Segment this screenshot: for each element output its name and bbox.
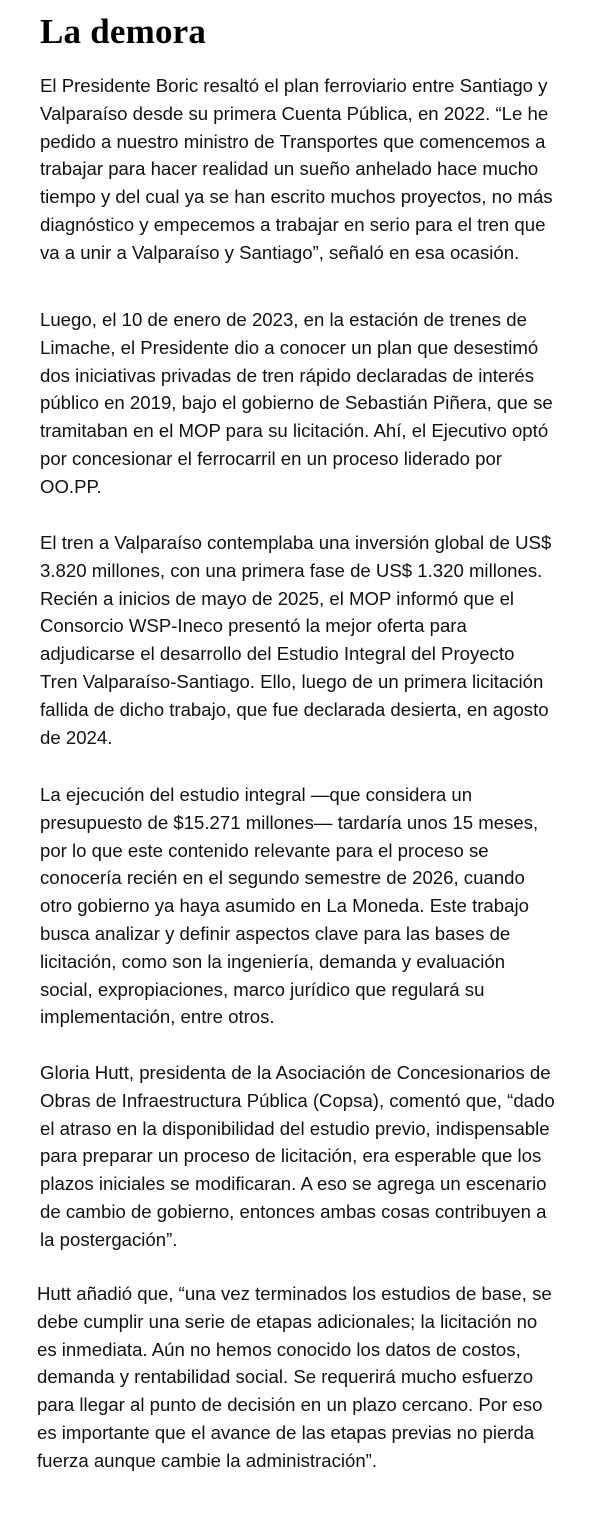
paragraph-line: dos iniciativas privadas de tren rápido declaradas de interés bbox=[40, 364, 535, 386]
paragraph-line: Hutt añadió que, “una vez terminados los estudios de base, se bbox=[37, 1283, 552, 1304]
paragraph-line: tiempo y del cual ya se han escrito muchos proyectos, no más bbox=[40, 186, 553, 208]
paragraph-line: implementación, entre otros. bbox=[40, 1006, 275, 1028]
paragraph-line: fuerza aunque cambie la administración”. bbox=[37, 1449, 378, 1471]
paragraph-line: para preparar un proceso de licitación, era esperable que los bbox=[40, 1145, 542, 1167]
paragraph-line: la postergación”. bbox=[40, 1228, 178, 1250]
paragraph-line: busca analizar y definir aspectos clave para las bases de bbox=[40, 922, 511, 944]
paragraph-line: el atraso en la disponibilidad del estudio previo, indispensable bbox=[40, 1117, 550, 1139]
paragraph-line: de 2024. bbox=[40, 726, 113, 748]
paragraph-line: Valparaíso desde su primera Cuenta Pública, en 2022. “Le he bbox=[40, 102, 549, 124]
paragraph-line: Obras de Infraestructura Pública (Copsa), comentó que, “dado bbox=[40, 1089, 555, 1111]
paragraph-line: Luego, el 10 de enero de 2023, en la estación de trenes de bbox=[40, 309, 527, 330]
paragraph-boric-first-account bbox=[40, 72, 553, 267]
paragraph-line: por concesionar el ferrocarril en un proceso liderado por bbox=[40, 447, 502, 469]
paragraph-line: Gloria Hutt, presidenta de la Asociación de Concesionarios de bbox=[40, 1062, 551, 1083]
paragraph-line: Limache, el Presidente dio a conocer un plan que desestimó bbox=[40, 336, 539, 358]
paragraph-investment-study bbox=[40, 529, 551, 751]
paragraph-line: El tren a Valparaíso contemplaba una inversión global de US$ bbox=[40, 532, 552, 553]
paragraph-line: El Presidente Boric resaltó el plan ferroviario entre Santiago y bbox=[40, 75, 548, 96]
paragraph-line: Consorcio WSP-Ineco presentó la mejor oferta para bbox=[40, 615, 467, 637]
paragraph-line: debe cumplir una serie de etapas adicionales; la licitación no bbox=[37, 1310, 538, 1332]
paragraph-line: presupuesto de $15.271 millones— tardaría unos 15 meses, bbox=[40, 811, 539, 833]
paragraph-line: va a unir a Valparaíso y Santiago”, señaló en esa ocasión. bbox=[40, 241, 520, 263]
paragraph-line: La ejecución del estudio integral —que considera un bbox=[40, 784, 473, 805]
paragraph-line: de cambio de gobierno, entonces ambas cosas contribuyen a bbox=[40, 1200, 547, 1222]
paragraph-line: 3.820 millones, con una primera fase de US$ 1.320 millones. bbox=[40, 559, 543, 581]
paragraph-line: plazos iniciales se modificaran. A eso se agrega un escenario bbox=[40, 1173, 547, 1195]
paragraph-line: pedido a nuestro ministro de Transportes que comencemos a bbox=[40, 130, 546, 152]
paragraph-line: social, expropiaciones, marco jurídico que regulará su bbox=[40, 978, 485, 1000]
paragraph-line: trabajar para hacer realidad un sueño anhelado hace mucho bbox=[40, 158, 539, 180]
paragraph-line: OO.PP. bbox=[40, 475, 102, 497]
paragraph-line: adjudicarse el desarrollo del Estudio Integral del Proyecto bbox=[40, 643, 515, 665]
paragraph-line: diagnóstico y empecemos a trabajar en serio para el tren que bbox=[40, 213, 546, 235]
paragraph-line: fallida de dicho trabajo, que fue declarada desierta, en agosto bbox=[40, 698, 549, 720]
paragraph-line: por lo que este contenido relevante para el proceso se bbox=[40, 839, 489, 861]
paragraph-line: tramitaban en el MOP para su licitación. Ahí, el Ejecutivo optó bbox=[40, 420, 549, 442]
paragraph-limache-announcement bbox=[40, 306, 553, 501]
article-title: La demora bbox=[40, 12, 207, 51]
paragraph-line: otro gobierno ya haya asumido en La Moneda. Este trabajo bbox=[40, 895, 529, 917]
paragraph-line: Tren Valparaíso-Santiago. Ello, luego de un primera licitación bbox=[40, 670, 544, 692]
paragraph-line: para llegar al punto de decisión en un plazo cercano. Por eso bbox=[37, 1394, 543, 1416]
paragraph-line: conocería recién en el segundo semestre de 2026, cuando bbox=[40, 867, 525, 889]
paragraph-line: es importante que el avance de las etapas previas no pierda bbox=[37, 1421, 535, 1443]
paragraph-gloria-hutt-comment bbox=[40, 1059, 555, 1254]
paragraph-line: público en 2019, bajo el gobierno de Sebastián Piñera, que se bbox=[40, 392, 553, 414]
paragraph-hutt-addition bbox=[37, 1280, 552, 1475]
paragraph-study-execution bbox=[40, 781, 538, 1031]
paragraph-line: es inmediata. Aún no hemos conocido los datos de costos, bbox=[37, 1338, 521, 1360]
paragraph-line: licitación, como son la ingeniería, demanda y evaluación bbox=[40, 950, 506, 972]
paragraph-line: Recién a inicios de mayo de 2025, el MOP informó que el bbox=[40, 587, 515, 609]
paragraph-line: demanda y rentabilidad social. Se requerirá mucho esfuerzo bbox=[37, 1366, 534, 1388]
